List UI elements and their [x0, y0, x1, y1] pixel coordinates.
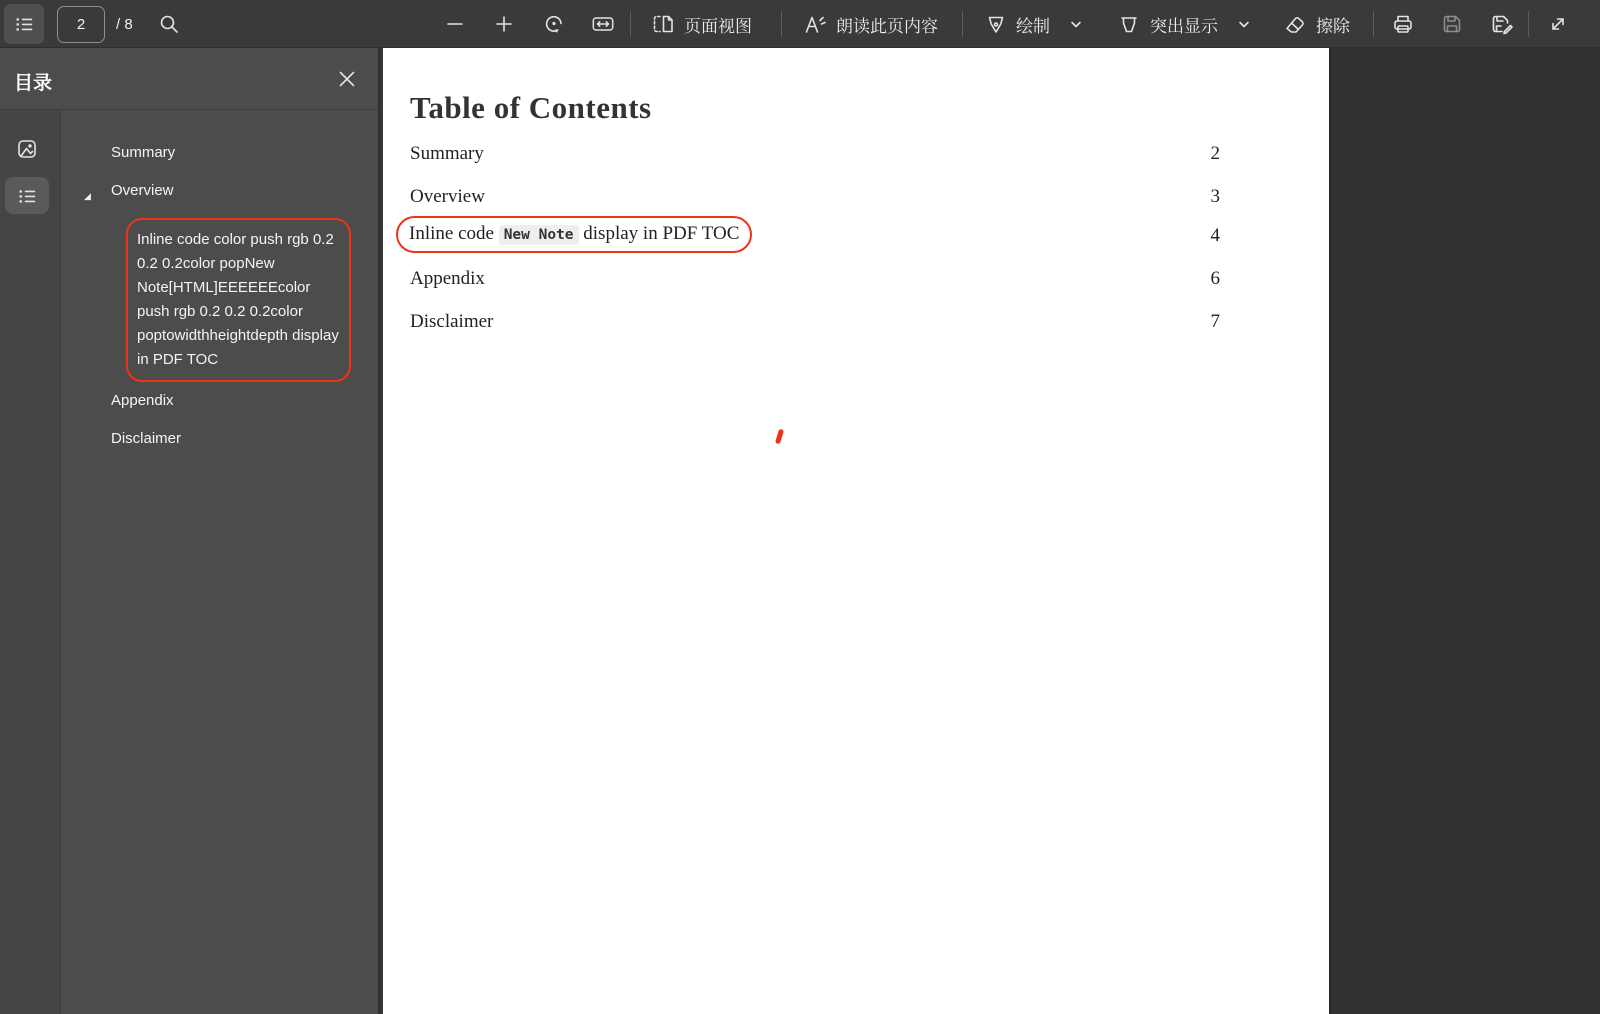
- printer-icon: [1391, 12, 1415, 36]
- sidebar-panel: [0, 48, 378, 1014]
- toolbar-divider: [630, 11, 631, 37]
- read-aloud-group: [803, 0, 938, 48]
- draw-label: 绘制: [1016, 16, 1050, 36]
- sidebar-toc-item[interactable]: [111, 428, 378, 450]
- sidebar-toc-item-label: Inline code color push rgb 0.2 0.2 0.2color popNew Note[HTML]EEEEEEcolor push rgb 0.2 0.2 0.2color poptowidthheightdepth display in PDF TOC: [137, 231, 339, 368]
- sidebar-toggle-button[interactable]: [4, 4, 44, 44]
- close-icon: [337, 69, 357, 89]
- red-pen-mark-annotation: [775, 429, 784, 445]
- toc-entry-label: Disclaimer: [410, 311, 494, 332]
- pen-nib-icon: [985, 13, 1007, 35]
- search-button[interactable]: [157, 12, 181, 36]
- toolbar-left-group: [4, 0, 181, 48]
- sidebar-toc-list: [0, 142, 378, 466]
- erase-group: [1283, 0, 1350, 48]
- page-view-button[interactable]: [651, 12, 752, 37]
- sidebar-toc-item-label: Overview: [111, 182, 174, 199]
- draw-group: [985, 0, 1088, 48]
- chevron-down-icon: [1069, 17, 1083, 31]
- page-view-group: [651, 0, 752, 48]
- list-icon: [13, 13, 35, 35]
- plus-icon: [493, 13, 515, 35]
- sidebar-toc-item-label: Appendix: [111, 392, 174, 409]
- rotate-icon: [542, 12, 566, 36]
- highlighter-icon: [1117, 13, 1141, 35]
- search-icon: [158, 13, 180, 35]
- toc-entry-label: Summary: [410, 143, 484, 164]
- document-title: Table of Contents: [410, 90, 652, 125]
- sidebar-title: 目录: [14, 73, 53, 94]
- sidebar-toc-item[interactable]: [111, 142, 378, 164]
- toolbar-divider: [1528, 11, 1529, 37]
- toc-entry-page-number: 6: [1210, 268, 1220, 289]
- toc-entry[interactable]: [410, 186, 1220, 208]
- erase-button[interactable]: [1283, 12, 1350, 37]
- highlight-group: [1117, 0, 1256, 48]
- page-total-label: / 8: [116, 15, 133, 33]
- rotate-button[interactable]: [542, 12, 566, 36]
- draw-menu-button[interactable]: [1064, 12, 1088, 36]
- highlight-label: 突出显示: [1150, 16, 1218, 36]
- sidebar-toc-item-label: Summary: [111, 144, 176, 161]
- read-aloud-label: 朗读此页内容: [836, 16, 938, 36]
- toc-entry-page-number: 7: [1210, 311, 1220, 332]
- disclosure-triangle-icon[interactable]: ◢: [84, 191, 91, 201]
- file-actions-group: [1391, 0, 1514, 48]
- read-aloud-button[interactable]: [803, 12, 938, 37]
- save-button[interactable]: [1440, 12, 1464, 36]
- sidebar-header: [0, 48, 378, 110]
- highlight-menu-button[interactable]: [1232, 12, 1256, 36]
- toc-entry-label-annotated: [396, 216, 752, 253]
- save-icon: [1441, 13, 1463, 35]
- fullscreen-button[interactable]: [1546, 12, 1570, 36]
- page-view-icon: [651, 13, 675, 35]
- minus-icon: [444, 13, 466, 35]
- zoom-out-button[interactable]: [443, 12, 467, 36]
- save-as-button[interactable]: [1490, 12, 1514, 36]
- chevron-down-icon: [1237, 17, 1251, 31]
- sidebar-toc-item[interactable]: [111, 390, 378, 412]
- toc-entry[interactable]: [410, 268, 1220, 290]
- sidebar-toc-item[interactable]: [84, 180, 378, 202]
- sidebar-close-button[interactable]: [336, 68, 358, 90]
- toc-entry-label: Overview: [410, 186, 485, 207]
- toc-entry[interactable]: [410, 311, 1220, 333]
- expand-icon: [1547, 13, 1569, 35]
- fit-width-button[interactable]: [591, 12, 615, 36]
- toc-entry-page-number: 3: [1210, 186, 1220, 207]
- toc-entry[interactable]: [410, 143, 1220, 165]
- highlight-button[interactable]: [1117, 12, 1218, 37]
- toc-entry-text: Inline code: [409, 223, 499, 244]
- toolbar-divider: [962, 11, 963, 37]
- toc-entry[interactable]: [410, 225, 1220, 253]
- toc-entry-page-number: 4: [1210, 225, 1220, 246]
- fit-width-icon: [591, 13, 615, 35]
- toolbar-divider: [1373, 11, 1374, 37]
- toc-entry-label: Appendix: [410, 268, 485, 289]
- draw-button[interactable]: [985, 12, 1050, 37]
- pdf-page[interactable]: [381, 48, 1331, 1014]
- expand-group: [1546, 0, 1570, 48]
- save-as-icon: [1490, 12, 1514, 36]
- toolbar: [0, 0, 1600, 48]
- page-view-label: 页面视图: [684, 16, 752, 36]
- inline-code-chip: New Note: [499, 225, 579, 245]
- toolbar-divider: [781, 11, 782, 37]
- print-button[interactable]: [1391, 12, 1415, 36]
- page-number-input[interactable]: [57, 6, 105, 43]
- zoom-controls-group: [443, 0, 615, 48]
- sidebar-toc-item[interactable]: [126, 218, 351, 382]
- toc-entry-text: display in PDF TOC: [578, 223, 740, 244]
- toc-entry-page-number: 2: [1210, 143, 1220, 164]
- eraser-icon: [1283, 13, 1307, 35]
- read-aloud-icon: [803, 13, 827, 35]
- sidebar-toc-item-label: Disclaimer: [111, 430, 182, 447]
- erase-label: 擦除: [1316, 16, 1350, 36]
- zoom-in-button[interactable]: [492, 12, 516, 36]
